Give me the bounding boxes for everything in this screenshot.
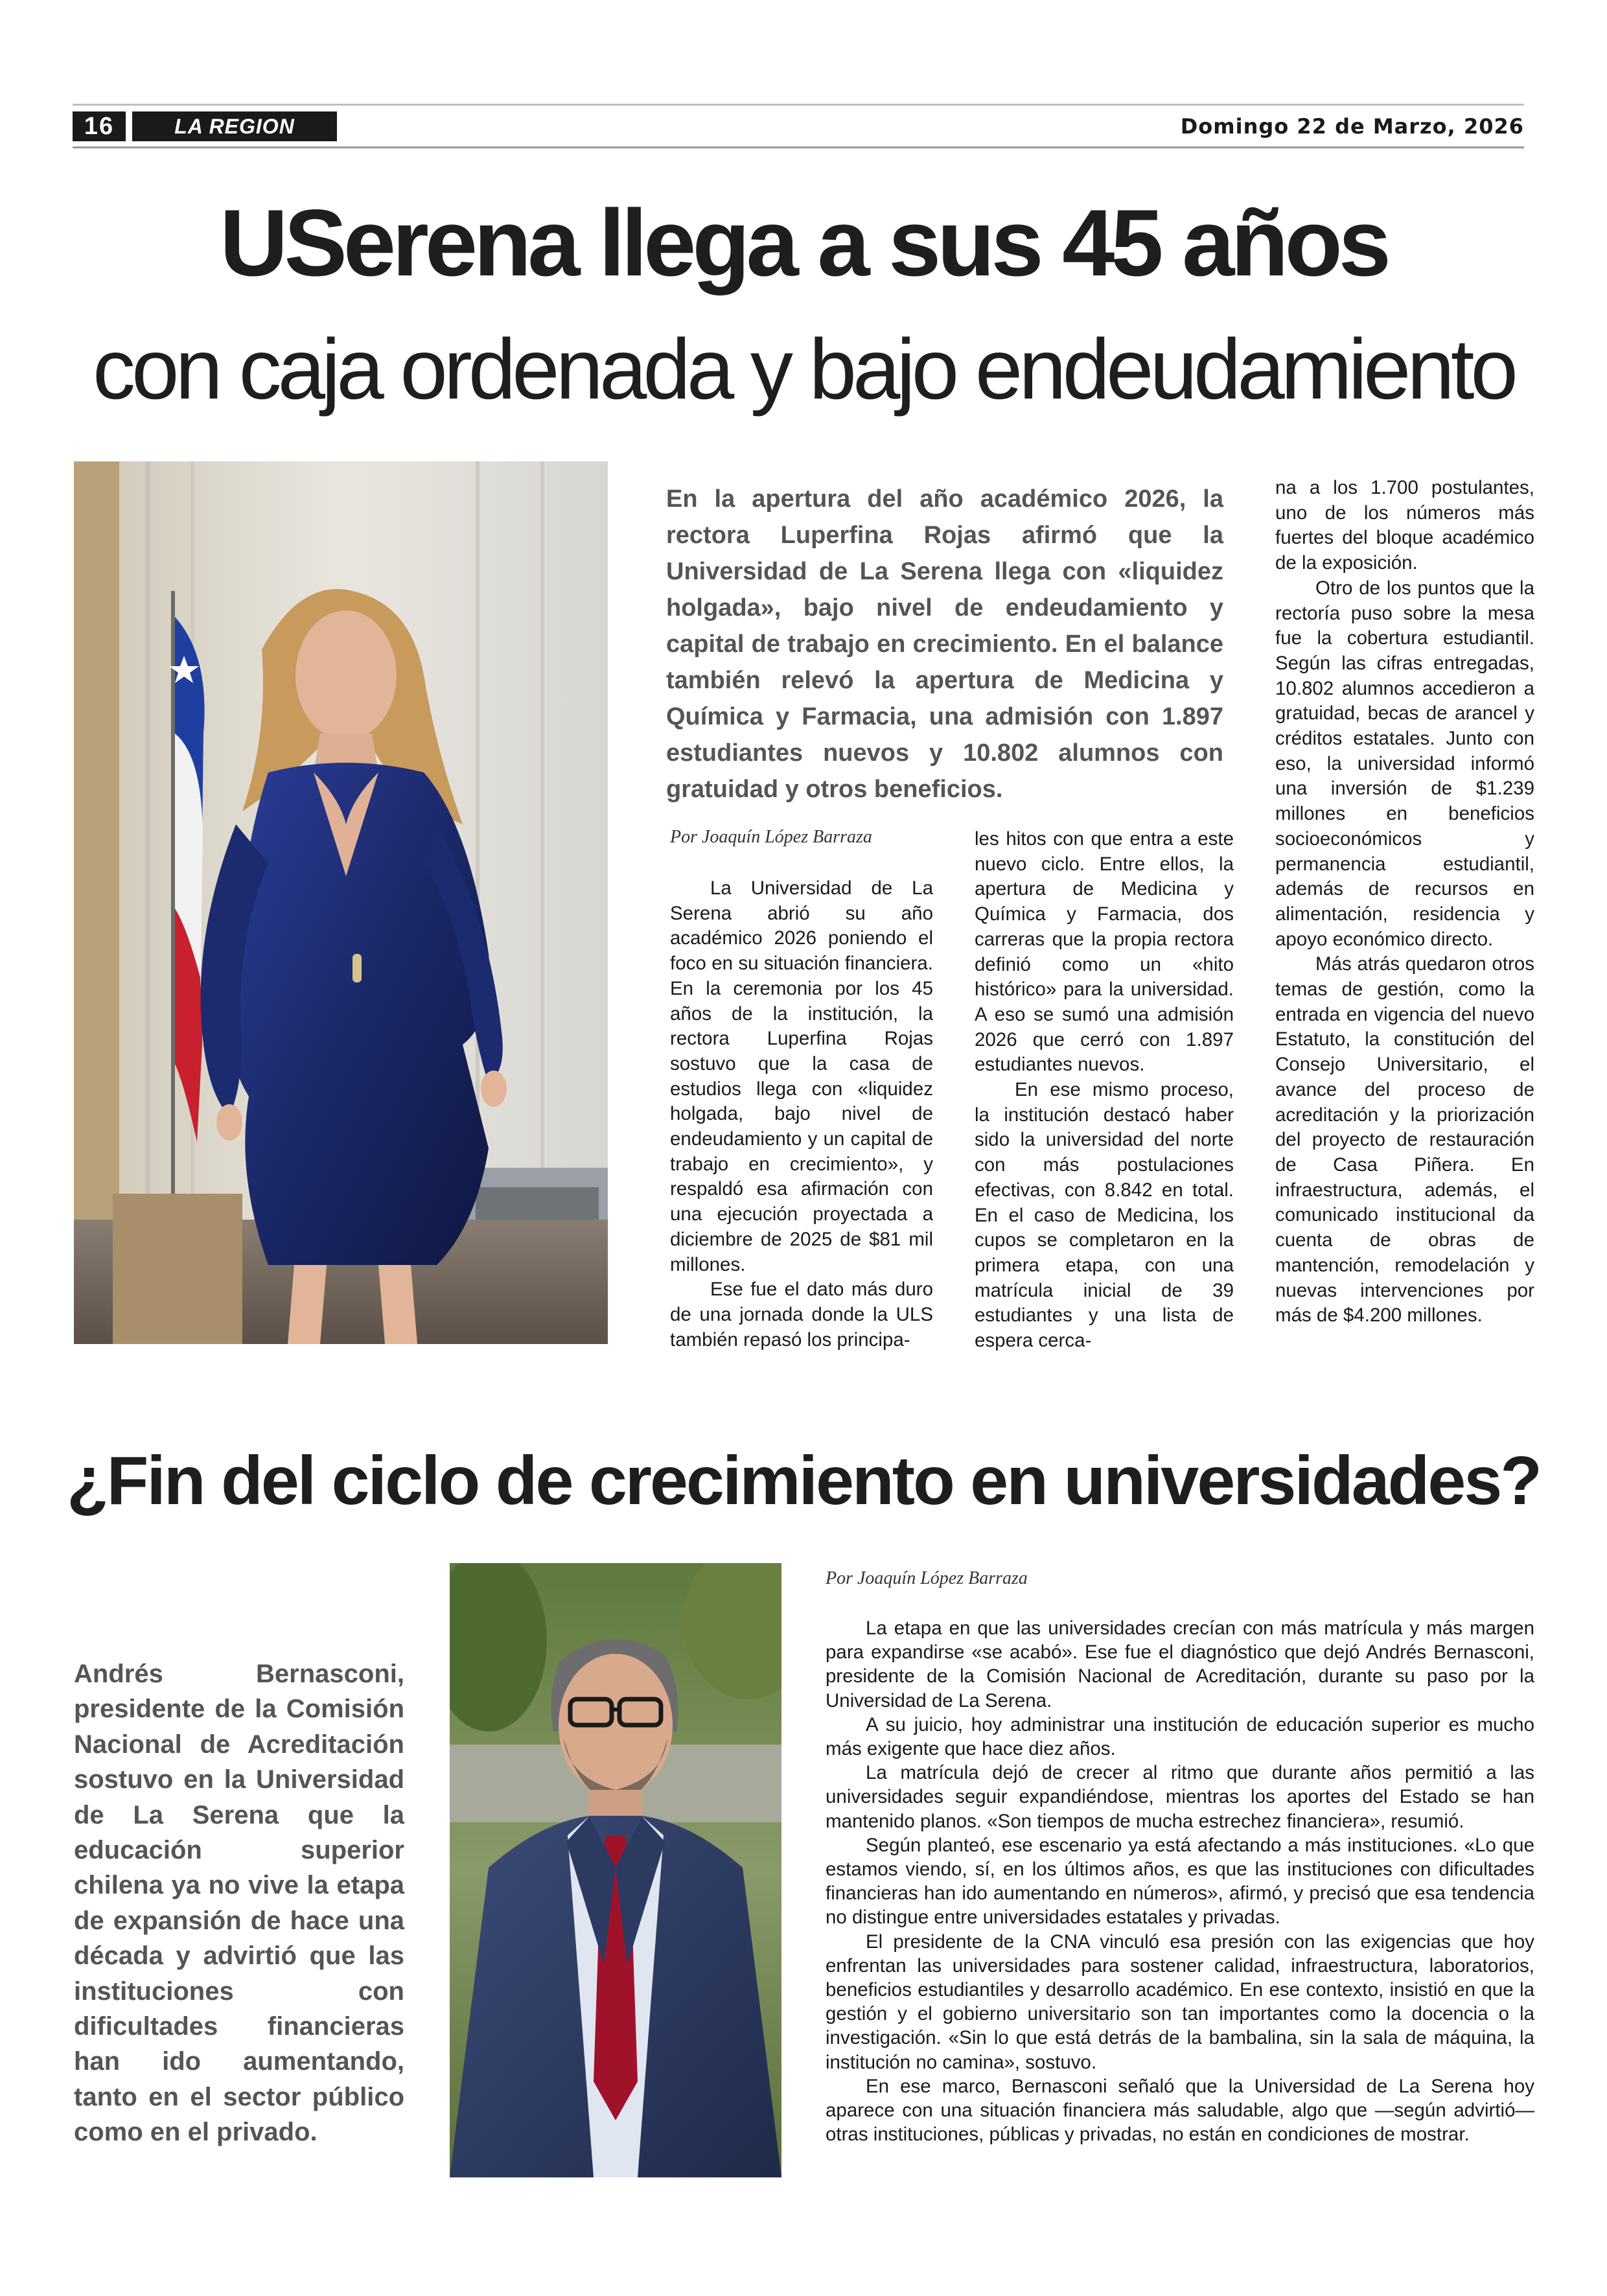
bernasconi-illustration [450,1563,781,2177]
article1-col-b-paragraph: En ese mismo proceso, la institución destacó haber sido la universidad del norte con más postulaciones efectivas, con 8.842 en total. En el caso de Medicina, los cupos se completaron en la primera etapa, con una matrícula inicial de 39 estudiantes y una lista de espera cerca- [975,1079,1234,1352]
article1-col-c-paragraph: na a los 1.700 postulantes, uno de los números más fuertes del bloque académico de la exposición. [1275,477,1534,574]
article2-paragraph: A su juicio, hoy administrar una institución de educación superior es mucho más exigente que hace diez años. [826,1713,1534,1760]
article1-column-c [1275,476,1534,1328]
rector-illustration [74,461,608,1344]
article2-paragraph: La etapa en que las universidades crecían con más matrícula y más margen para expandirse «se acabó». Ese fue el diagnóstico que dejó Andrés Bernasconi, presidente de la Comisión Nacional de Acreditación, durante su paso por la Universidad de La Serena. [826,1618,1534,1711]
photo-bernasconi [450,1563,781,2177]
newspaper-name: LA REGION [132,111,337,141]
article1-headline-line2: con caja ordenada y bajo endeudamiento [93,321,1514,417]
article1-col-a-paragraph: La Universidad de La Serena abrió su año académico 2026 poniendo el foco en su situación financiera. En la ceremonia por los 45 años de la institución, la rectora Luperfina Rojas sostuvo que la casa de estudios llega con «liquidez holgada, bajo nivel de endeudamiento y un capital de trabajo en crecimiento», y respaldó esa afirmación con una ejecución proyectada a diciembre de 2025 de $81 mil millones. [670,877,933,1275]
photo-rector [74,461,608,1344]
issue-date: Domingo 22 de Marzo, 2026 [1180,114,1524,139]
page-header [73,109,1524,145]
article1-col-b-paragraph: les hitos con que entra a este nuevo ciclo. Entre ellos, la apertura de Medicina y Química y Farmacia, dos carreras que la propia rectora definió como un «hito histórico» para la universidad. A eso se sumó una admisión 2026 que cerró con 1.897 estudiantes nuevos. [975,828,1234,1076]
article1-column-b [975,827,1234,1354]
article2-byline: Por Joaquín López Barraza [826,1568,1028,1588]
header-rule-bottom [73,146,1524,148]
article2-paragraph: La matrícula dejó de crecer al ritmo que durante años permitió a las universidades seguir expandiéndose, mientras los aportes del Estado se han mantenido planos. «Son tiempos de mucha estrechez financiera», resumió. [826,1762,1534,1832]
header-rule-top [73,104,1524,106]
page-number: 16 [73,111,126,141]
article1-col-c-paragraph: Otro de los puntos que la rectoría puso sobre la mesa fue la cobertura estudiantil. Según las cifras entregadas, 10.802 alumnos accedieron a gratuidad, becas de arancel y créditos estatales. Junto con eso, la universidad informó una inversión de $1.239 millones en beneficios socioeconómicos y permanencia estudiantil, además de recursos en alimentación, residencia y apoyo económico directo. [1275,577,1534,950]
article2-body [826,1616,1534,2146]
article2-lead: Andrés Bernasconi, presidente de la Comisión Nacional de Acreditación sostuvo en la Universidad de La Serena que la educación superior chilena ya no vive la etapa de expansión de hace una década y advirtió que las instituciones con dificultades financieras han ido aumentando, tanto en el sector público como en el privado. [74,1660,404,2147]
article2-paragraph: Según planteó, ese escenario ya está afectando a más instituciones. «Lo que estamos viendo, sí, en los últimos años, es que las instituciones con dificultades financieras han ido aumentando en números», afirmó, y precisó que esa tendencia no distingue entre universidades estatales y privadas. [826,1834,1534,1929]
article1-byline: Por Joaquín López Barraza [670,827,872,847]
article2-paragraph: El presidente de la CNA vinculó esa presión con las exigencias que hoy enfrentan las universidades para sostener calidad, infraestructura, laboratorios, beneficios estudiantiles y desarrollo académico. En ese contexto, insistió en que la gestión y el gobierno universitario son tan importantes como la docencia o la investigación. «Sin lo que está detrás de la bambalina, sin la sala de máquina, la institución no camina», sostuvo. [826,1931,1534,2073]
article1-headline-line1: USerena llega a sus 45 años [220,190,1387,296]
article1-lead: En la apertura del año académico 2026, la rectora Luperfina Rojas afirmó que la Universidad de La Serena llega con «liquidez holgada», bajo nivel de endeudamiento y capital de trabajo en crecimiento. En el balance también relevó la apertura de Medicina y Química y Farmacia, una admisión con 1.897 estudiantes nuevos y 10.802 alumnos con gratuidad y otros beneficios. [666,485,1223,803]
article1-column-a [670,876,933,1352]
article1-col-a-paragraph: Ese fue el dato más duro de una jornada donde la ULS también repasó los principa- [670,1279,933,1351]
article1-col-c-paragraph: Más atrás quedaron otros temas de gestión, como la entrada en vigencia del nuevo Estatuto, la constitución del Consejo Universitario, el avance del proceso de acreditación y la priorización del proyecto de restauración de Casa Piñera. En infraestructura, además, el comunicado institucional da cuenta de obras de mantención, remodelación y nuevas intervenciones por más de $4.200 millones. [1275,953,1534,1327]
article2-paragraph: En ese marco, Bernasconi señaló que la Universidad de La Serena hoy aparece con una situación financiera más saludable, algo que —según advirtió— otras instituciones, públicas y privadas, no están en condiciones de mostrar. [826,2075,1534,2146]
article2-headline: ¿Fin del ciclo de crecimiento en universidades? [66,1443,1541,1519]
